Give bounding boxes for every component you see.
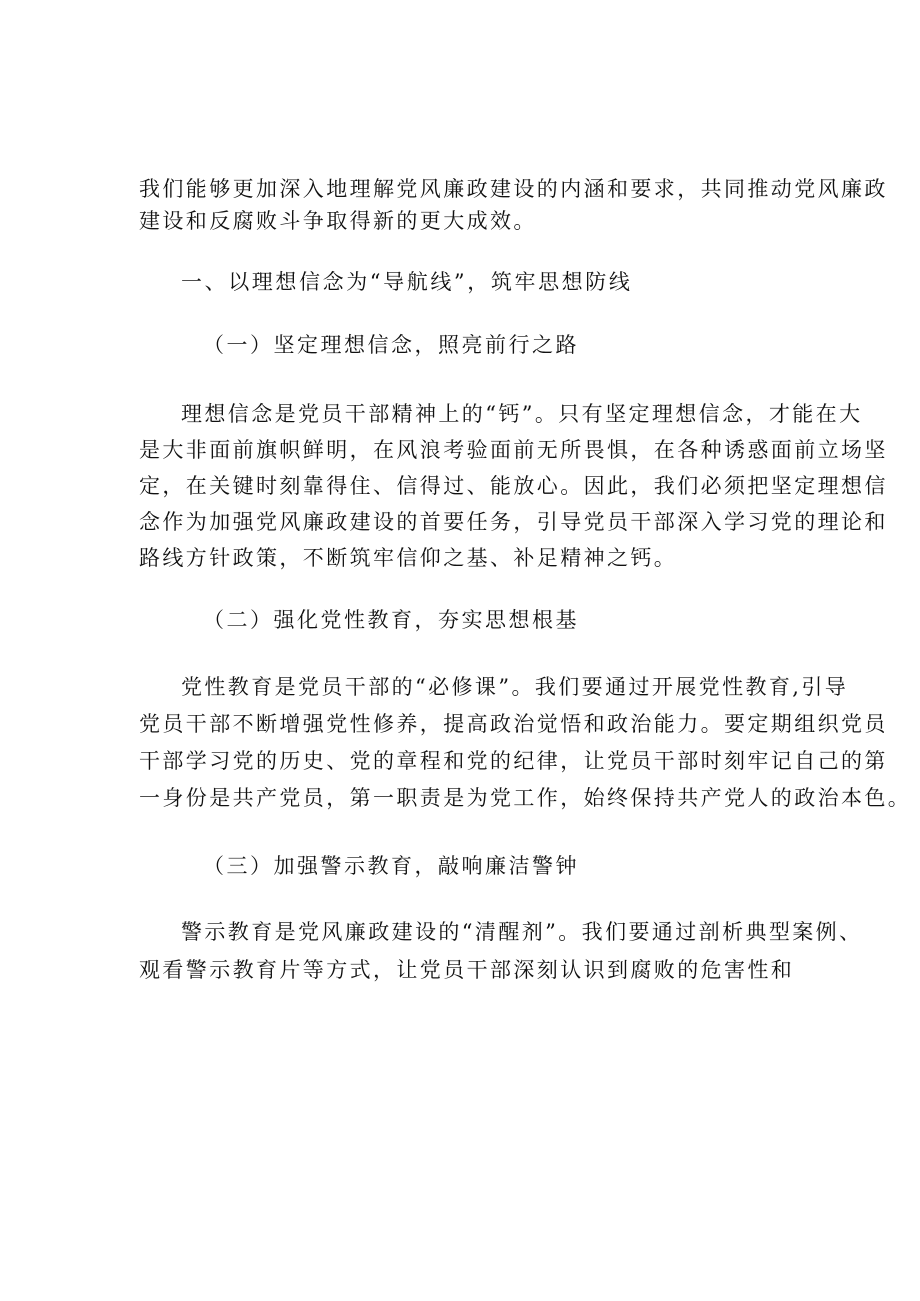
subsection-heading-2: （二）强化党性教育，夯实思想根基	[203, 608, 579, 632]
subsection-heading-3: （三）加强警示教育，敲响廉洁警钟	[203, 854, 579, 878]
paragraph-1-line-3: 定，在关键时刻靠得住、信得过、能放心。因此，我们必须把坚定理想信	[139, 474, 888, 498]
paragraph-1-line-5: 路线方针政策，不断筑牢信仰之基、补足精神之钙。	[139, 546, 678, 570]
subsection-heading-1: （一）坚定理想信念，照亮前行之路	[203, 333, 579, 357]
section-heading: 一、以理想信念为“导航线”，筑牢思想防线	[181, 270, 633, 294]
paragraph-3-line-1: 警示教育是党风廉政建设的“清醒剂”。我们要通过剖析典型案例、	[181, 920, 863, 944]
paragraph-2-line-4: 一身份是共产党员，第一职责是为党工作，始终保持共产党人的政治本色。	[139, 786, 912, 810]
paragraph-2-line-2: 党员干部不断增强党性修养，提高政治觉悟和政治能力。要定期组织党员	[139, 712, 888, 736]
paragraph-2-line-1: 党性教育是党员干部的“必修课”。我们要通过开展党性教育,引导	[181, 675, 849, 699]
intro-line-1: 我们能够更加深入地理解党风廉政建设的内涵和要求，共同推动党风廉政	[139, 177, 888, 201]
paragraph-2-line-3: 干部学习党的历史、党的章程和党的纪律，让党员干部时刻牢记自己的第	[139, 749, 888, 773]
intro-line-2: 建设和反腐败斗争取得新的更大成效。	[139, 209, 537, 233]
paragraph-1-line-4: 念作为加强党风廉政建设的首要任务，引导党员干部深入学习党的理论和	[139, 510, 888, 534]
paragraph-1-line-2: 是大非面前旗帜鲜明，在风浪考验面前无所畏惧，在各种诱惑面前立场坚	[139, 438, 888, 462]
paragraph-3-line-2: 观看警示教育片等方式，让党员干部深刻认识到腐败的危害性和	[139, 958, 795, 982]
paragraph-1-line-1: 理想信念是党员干部精神上的“钙”。只有坚定理想信念，才能在大	[181, 402, 863, 426]
